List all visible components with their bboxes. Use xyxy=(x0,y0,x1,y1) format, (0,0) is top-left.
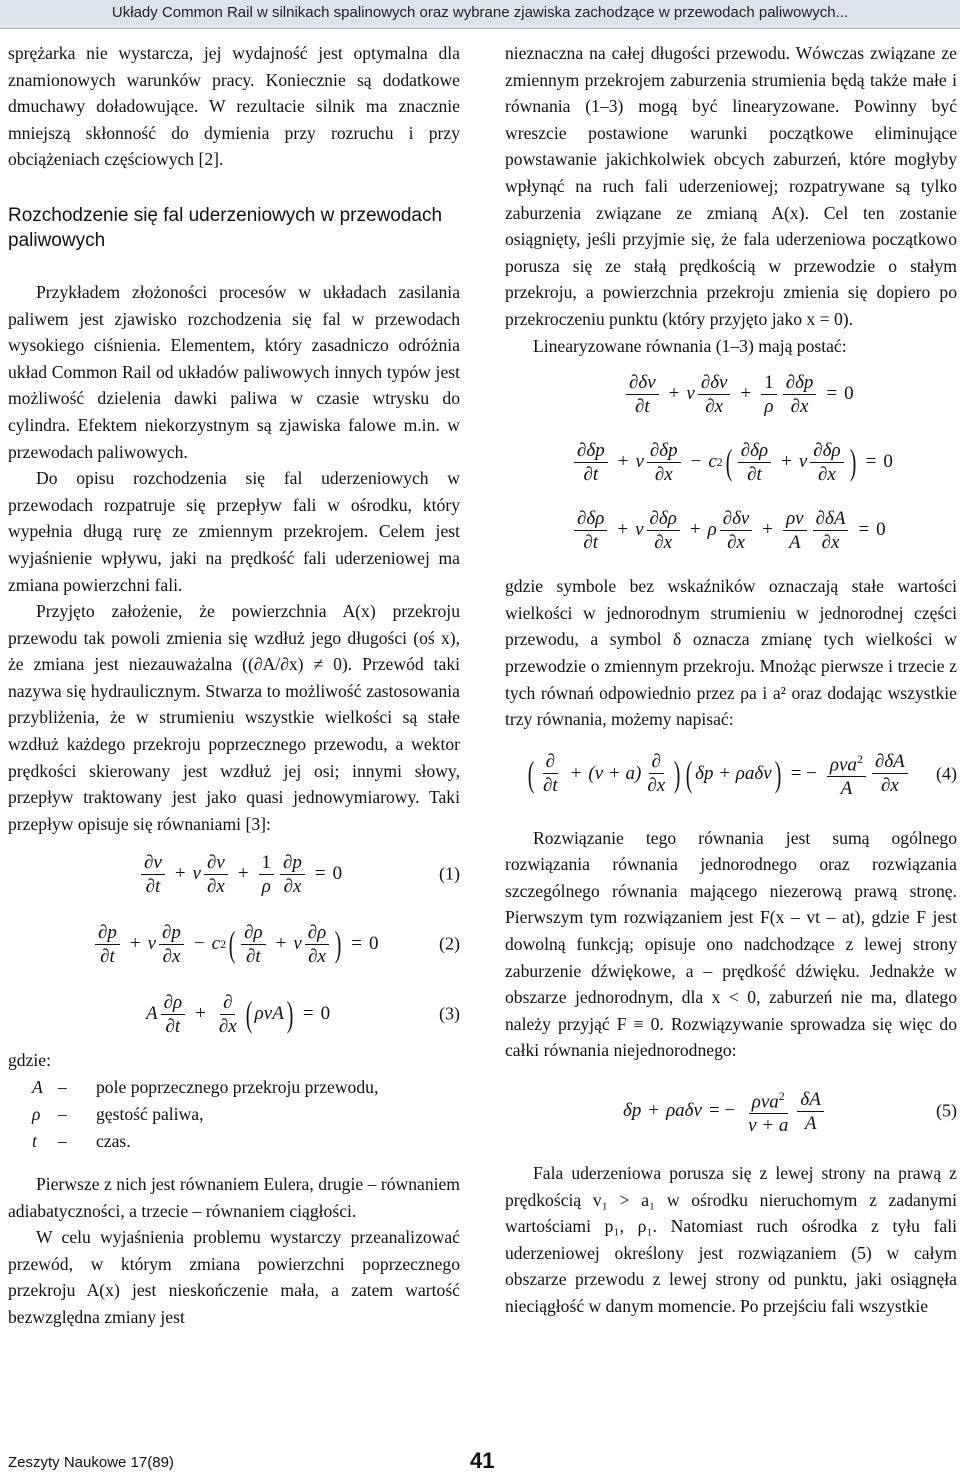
equation-number: (1) xyxy=(439,863,460,884)
equation-number: (4) xyxy=(936,763,957,784)
where-label: gdzie: xyxy=(8,1050,51,1071)
definition-row: A – pole poprzecznego przekroju przewodu, xyxy=(32,1077,379,1098)
equation-3: A $\frac{\partial\rho}{\partial t}$ + $\frac{\partial}{\partial x}$ ( ρvA ) = 0 (3) xyxy=(146,991,460,1037)
journal-source: Zeszyty Naukowe 17(89) xyxy=(8,1454,174,1471)
paragraph: Fala uderzeniowa porusza się z lewej strony na prawą z prędkością v₁ > a₁ w ośrodku nieruchomym z zadanymi wartościami p₁, ρ₁. Natomiast ruch ośrodka z tyłu fali uderzeniowej określony jest rozwiązaniem (5) w całym obszarze przewodu z lewej strony od punktu, jaki osiągnęła nieciągłość w danym momencie. Po przejściu fali wszystkie xyxy=(505,1163,957,1316)
equation-2: $\frac{\partial p}{\partial t}$ + v $\frac{\partial p}{\partial x}$ − c 2 ( $\frac{\partial\rho}{\partial t}$ + v $\frac{\partial\rho}{\partial x}$ ) = 0 (2) xyxy=(8,915,460,973)
paragraph: Rozwiązanie tego równania jest sumą ogólnego rozwiązania równania jednorodnego oraz rozwiązania szczególnego równania mającego niezerową prawą stronę. Pierwszym tym rozwiązaniem jest F(x – vt – at), gdzie F jest dowolną funkcją; opisuje ono nadchodzące z lewej strony zaburzenie dźwiękowe, a – prędkość dźwięku. Jednakże w obszarze jednorodnym, dla x < 0, zaburzeń nie ma, dlatego należy przyjąć F ≡ 0. Rozwiązywanie sprowadza się więc do całki równania niejednorodnego: xyxy=(505,827,957,1061)
paragraph: Pierwsze z nich jest równaniem Eulera, drugie – równaniem adiabatyczności, a trzecie – równaniem ciągłości. xyxy=(8,1174,460,1221)
paragraph: Przyjęto założenie, że powierzchnia A(x) przekroju przewodu tak powoli zmienia się wzdłuż jego długości (oś x), że zmiana jest niezauważalna ((∂A/∂x) ≠ 0). Przewód taki nazywa się hydraulicznym. Stwarza to możliwość zastosowania przybliżenia, że w strumieniu wszystkie wielkości są stałe wzdłuż każdego przekroju poprzecznego przewodu, a wektor prędkości skierowany jest wzdłuż jej osi; innymi słowy, przepływ traktowany jest jako quasi jednowymiarowy. Taki przepływ opisuje się równaniami [3]: xyxy=(8,601,460,834)
paragraph: W celu wyjaśnienia problemu wystarczy przeanalizować przewód, w którym zmiana powierzchni poprzecznego przekroju A(x) jest nieskończenie mała, a zatem wartość bezwzględna zmiany jest xyxy=(8,1227,460,1327)
equation-number: (5) xyxy=(936,1100,957,1121)
paragraph: nieznaczna na całej długości przewodu. Wówczas związane ze zmiennym przekrojem zaburzenia strumienia będą także małe i równania (1–3) mogą być linearyzowane. Powinny być wreszcie postawione warunki początkowe eliminujące powstawanie jakichkolwiek obcych zaburzeń, które mogłyby wpłynąć na ruch fali uderzeniowej; rozpatrywane są tylko zaburzenia związane ze zmianą A(x). Cel ten zostanie osiągnięty, jeśli przyjmie się, że fala uderzeniowa początkowo porusza się ze stałą prędkością w przewodzie o stałym przekroju, a powierzchnia przekroju zmienia się dopiero po przekroczeniu punktu (który przyjęto jako x = 0). xyxy=(505,43,957,329)
linearized-equation-1: $\frac{\partial\delta v}{\partial t}$ + v $\frac{\partial\delta v}{\partial x}$ + $\frac{1}{\rho}$ $\frac{\partial\delta p}{\partial x}$ = 0 xyxy=(505,365,957,423)
running-header: Układy Common Rail w silnikach spalinowych oraz wybrane zjawiska zachodzące w przewodach paliwowych... xyxy=(0,0,960,29)
linearized-equation-3: $\frac{\partial\delta\rho}{\partial t}$ + v $\frac{\partial\delta\rho}{\partial x}$ + ρ $\frac{\partial\delta v}{\partial x}$ + $\frac{\rho v}{A}$ $\frac{\partial\delta A}{\partial x}$ = 0 xyxy=(505,501,957,559)
equation-5: δp + ρaδv = − $\frac{\rho va^2}{v + a}$ $\frac{\delta A}{A}$ (5) xyxy=(505,1082,957,1140)
right-column xyxy=(505,40,957,1320)
paragraph-intro: sprężarka nie wystarcza, jej wydajność jest optymalna dla znamionowych warunków pracy. Koniecznie są dodatkowe dmuchawy doładowujące. W rezultacie silnik ma znacznie mniejszą skłonność do dymienia przy rozruchu i przy obciążeniach częściowych [2]. xyxy=(8,43,460,170)
definition-row: ρ – gęstość paliwa, xyxy=(32,1104,204,1125)
equation-4: ( $\frac{\partial}{\partial t}$ + (v + a) $\frac{\partial}{\partial x}$ ) ( δp + ρaδv ) = − $\frac{\rho va^2}{A}$ $\frac{\partial\delta A}{\partial x}$ (4) xyxy=(505,745,957,803)
linearized-equation-2: $\frac{\partial\delta p}{\partial t}$ + v $\frac{\partial\delta p}{\partial x}$ − c 2 ( $\frac{\partial\delta\rho}{\partial t}$ + v $\frac{\partial\delta\rho}{\partial x}$ ) = 0 xyxy=(505,433,957,491)
paragraph: Przykładem złożoności procesów w układach zasilania paliwem jest zjawisko rozchodzenia się fal w przewodach wysokiego ciśnienia. Elementem, który zasadniczo odróżnia układ Common Rail od układów paliwowych innych typów jest możliwość dzielenia dawki paliwa w czasie wtrysku do cylindra. Efektem niekorzystnym są zjawiska falowe m.in. w przewodach paliwowych. xyxy=(8,281,460,462)
equation-1: $\frac{\partial v}{\partial t}$ + v $\frac{\partial v}{\partial x}$ + $\frac{1}{\rho}$ $\frac{\partial p}{\partial x}$ = 0 (1) xyxy=(8,845,460,903)
page-number: 41 xyxy=(470,1448,495,1473)
paragraph: gdzie symbole bez wskaźników oznaczają stałe wartości wielkości w jednorodnym strumieniu w jednorodnej części przewodu, a symbol δ oznacza zmianę tych wielkości w przewodzie o zmiennym przekroju. Mnożąc pierwsze i trzecie z tych równań odpowiednio przez ρa i a² oraz dodając wszystkie trzy równania, możemy napisać: xyxy=(505,576,957,730)
equation-number: (2) xyxy=(439,933,460,954)
definition-row: t – czas. xyxy=(32,1131,131,1152)
page-footer xyxy=(0,1440,960,1478)
left-column xyxy=(8,40,460,1331)
paragraph: Linearyzowane równania (1–3) mają postać: xyxy=(533,335,847,356)
equation-number: (3) xyxy=(439,1003,460,1024)
section-heading: Rozchodzenie się fal uderzeniowych w przewodach paliwowych xyxy=(8,204,443,251)
paragraph: Do opisu rozchodzenia się fal uderzeniowych w przewodach rozpatruje się przepływ fali w ośrodku, który wypełnia długą rurę ze zmiennym przekrojem. Celem jest wyjaśnienie wpływu, jaki na prędkość fali uderzeniowej ma zmiana powierzchni fali. xyxy=(8,468,460,595)
symbol-definitions xyxy=(8,1074,460,1155)
